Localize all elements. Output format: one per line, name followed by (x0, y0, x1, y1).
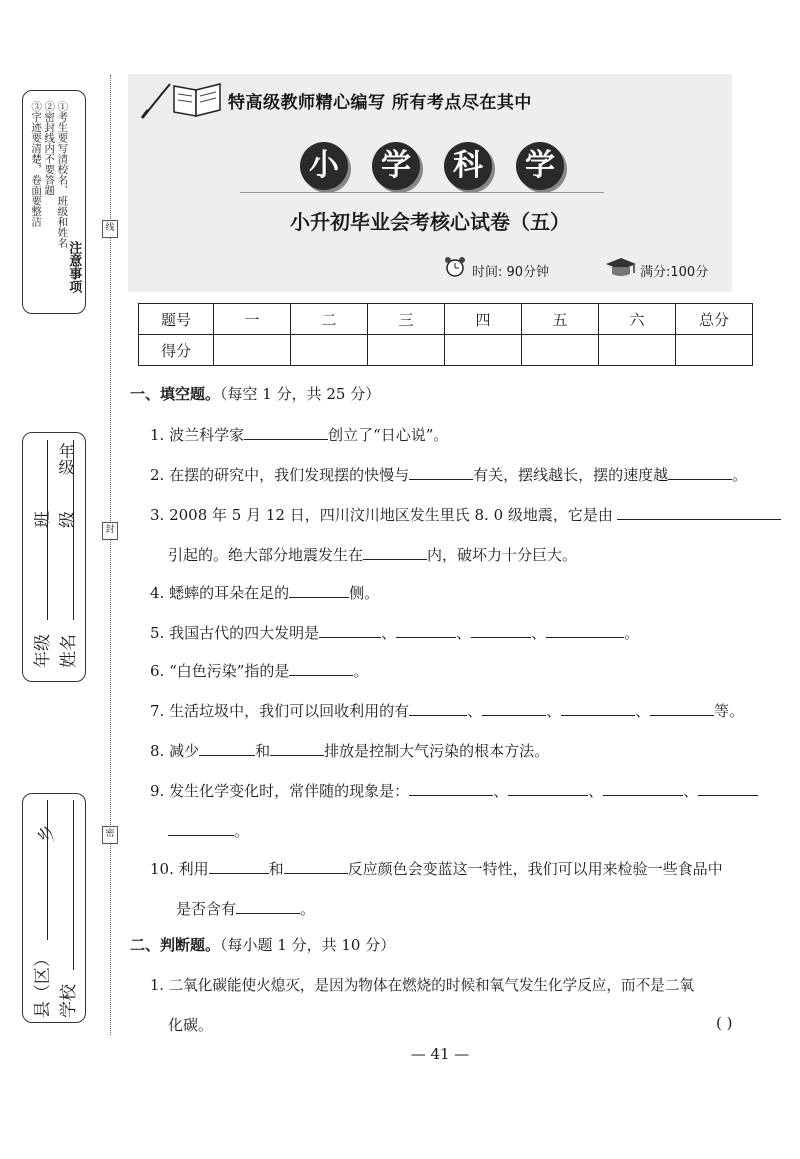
q-text: 、 (546, 702, 562, 720)
page-number: — 41 — (410, 1045, 470, 1063)
answer-blank[interactable] (471, 623, 531, 638)
question-2 (150, 464, 747, 485)
table-cell: 二 (291, 304, 368, 335)
q-text: 内，破坏力十分巨大。 (427, 546, 578, 564)
school-blank[interactable] (73, 800, 74, 970)
township-label[interactable]: 乡 (37, 825, 57, 842)
secret-mark: 密 (102, 826, 118, 844)
line-mark: 线 (102, 220, 118, 238)
score-table-score-row (139, 335, 753, 366)
score-table-header-row (139, 304, 753, 335)
answer-blank[interactable] (617, 505, 781, 520)
score-input-cell[interactable] (522, 335, 599, 366)
score-input-cell[interactable] (214, 335, 291, 366)
header-divider (240, 192, 604, 193)
question-9-cont (168, 820, 249, 841)
q-text: 9. 发生化学变化时，常伴随的现象是： (150, 782, 410, 800)
subject-char-4: 学 (516, 142, 564, 190)
school-label[interactable]: 学校 (59, 984, 79, 1018)
notes-list (29, 101, 68, 301)
section2-title: 二、判断题。 (130, 936, 221, 954)
table-cell: 三 (368, 304, 445, 335)
answer-blank[interactable] (199, 741, 255, 756)
answer-blank[interactable] (289, 583, 349, 598)
subject-char-2: 学 (372, 142, 420, 190)
q-text: 反应颜色会变蓝这一特性，我们可以用来检验一些食品中 (347, 860, 723, 878)
table-cell: 总分 (676, 304, 753, 335)
answer-blank[interactable] (319, 623, 381, 638)
subject-char-1: 小 (300, 142, 348, 190)
answer-blank[interactable] (396, 623, 456, 638)
question-4 (150, 582, 379, 603)
q-text: 。 (732, 466, 748, 484)
q-text: 1. 波兰科学家 (150, 426, 245, 444)
answer-blank[interactable] (482, 701, 546, 716)
book-pen-icon (140, 76, 226, 120)
q-text: 。 (300, 900, 316, 918)
q-text: 引起的。绝大部分地震发生在 (168, 546, 364, 564)
question-1 (150, 424, 448, 445)
answer-blank[interactable] (363, 545, 427, 560)
note-1: ①考生要写清校名、班级和姓名 (56, 101, 69, 248)
q-text: 、 (635, 702, 651, 720)
q-text: 6. “白色污染”指的是 (150, 662, 290, 680)
answer-blank[interactable] (561, 701, 635, 716)
question-10-cont (176, 898, 315, 919)
answer-blank[interactable] (270, 741, 324, 756)
section2-note: （每小题 1 分，共 10 分） (220, 936, 396, 954)
answer-blank[interactable] (409, 701, 467, 716)
answer-blank[interactable] (236, 899, 300, 914)
q-text: 10. 利用 (150, 860, 209, 878)
q-text: 是否含有 (176, 900, 237, 918)
q-text: 3. 2008 年 5 月 12 日，四川汶川地区发生里氏 8. 0 级地震，它是由 (150, 506, 613, 524)
q-text: 。 (234, 822, 250, 840)
q-text: 2. 在摆的研究中，我们发现摆的快慢与 (150, 466, 410, 484)
grade-label: 年级 (56, 443, 75, 475)
full-score: 满分:100分 (640, 265, 709, 280)
question-8 (150, 740, 549, 761)
exam-title: 小升初毕业会考核心试卷（五） (290, 210, 570, 234)
grade-class-field (55, 443, 75, 475)
county-blank[interactable] (47, 800, 48, 940)
clock-icon (442, 256, 468, 278)
answer-blank[interactable] (168, 821, 234, 836)
answer-blank[interactable] (244, 425, 328, 440)
score-input-cell[interactable] (599, 335, 676, 366)
table-cell: 一 (214, 304, 291, 335)
question-5 (150, 622, 639, 643)
q-text: 排放是控制大气污染的根本方法。 (324, 742, 550, 760)
note-3: ③字迹要清楚，卷面要整洁 (30, 101, 43, 227)
section2-heading (130, 934, 395, 955)
q-text: 和 (255, 742, 271, 760)
q-text: 8. 减少 (150, 742, 200, 760)
q-text: 5. 我国古代的四大发明是 (150, 624, 320, 642)
section1-title: 一、填空题。 (130, 385, 221, 403)
answer-blank[interactable] (409, 781, 493, 796)
score-input-cell[interactable] (368, 335, 445, 366)
q-text: 有关，摆线越长，摆的速度越 (473, 466, 669, 484)
score-input-cell[interactable] (445, 335, 522, 366)
question-7 (150, 700, 744, 721)
question-3 (150, 504, 781, 525)
q-text: 、 (493, 782, 509, 800)
q-text: 、 (531, 624, 547, 642)
answer-blank[interactable] (289, 661, 353, 676)
answer-blank[interactable] (603, 781, 683, 796)
score-table (138, 303, 753, 366)
county-label[interactable]: 县（区） (33, 950, 53, 1018)
q-text: 创立了“日心说”。 (328, 426, 449, 444)
table-cell: 四 (445, 304, 522, 335)
name-label[interactable]: 姓名 (59, 634, 79, 668)
answer-blank[interactable] (650, 701, 714, 716)
q-text: 等。 (714, 702, 745, 720)
notes-box (22, 90, 86, 314)
q-text: 4. 蟋蟀的耳朵在足的 (150, 584, 290, 602)
answer-blank[interactable] (668, 465, 732, 480)
q-text: 、 (683, 782, 699, 800)
question-10 (150, 858, 723, 879)
note-2: ②密封线内不要答题 (43, 101, 56, 196)
table-cell: 得分 (139, 335, 214, 366)
q-text: 7. 生活垃圾中，我们可以回收利用的有 (150, 702, 410, 720)
question-3-cont (168, 544, 577, 565)
q-text: 。 (353, 662, 369, 680)
grade-label-rot[interactable]: 年级 (33, 634, 53, 668)
q-text: 、 (467, 702, 483, 720)
table-cell: 五 (522, 304, 599, 335)
graduation-cap-icon (604, 256, 638, 278)
notes-title: 注意事项 (66, 241, 82, 293)
answer-blank[interactable] (546, 623, 624, 638)
q-text: 。 (624, 624, 640, 642)
answer-blank[interactable] (409, 465, 473, 480)
section1-heading (130, 383, 380, 404)
judge-answer-paren[interactable]: ( ) (716, 1014, 733, 1032)
score-input-cell[interactable] (676, 335, 753, 366)
judge-question-1-cont: 化碳。 (168, 1016, 214, 1034)
question-9 (150, 780, 758, 801)
q-text: 、 (456, 624, 472, 642)
q-text: 和 (268, 860, 284, 878)
subject-char-3: 科 (444, 142, 492, 190)
table-cell: 六 (599, 304, 676, 335)
slogan: 特高级教师精心编写 所有考点尽在其中 (228, 93, 532, 113)
answer-blank[interactable] (209, 859, 269, 874)
judge-question-1: 1. 二氧化碳能使火熄灭，是因为物体在燃烧的时候和氧气发生化学反应，而不是二氧 (150, 977, 694, 994)
answer-blank[interactable] (284, 859, 348, 874)
q-text: 侧。 (349, 584, 380, 602)
q-text: 、 (588, 782, 604, 800)
section1-note: （每空 1 分，共 25 分） (220, 385, 381, 403)
table-cell: 题号 (139, 304, 214, 335)
name-blank[interactable] (73, 440, 74, 620)
answer-blank[interactable] (698, 781, 758, 796)
answer-blank[interactable] (508, 781, 588, 796)
grade-blank[interactable] (47, 440, 48, 620)
question-6 (150, 660, 368, 681)
seal-mark: 封 (102, 522, 118, 540)
score-input-cell[interactable] (291, 335, 368, 366)
q-text: 、 (381, 624, 397, 642)
exam-time: 时间: 90分钟 (472, 265, 550, 280)
